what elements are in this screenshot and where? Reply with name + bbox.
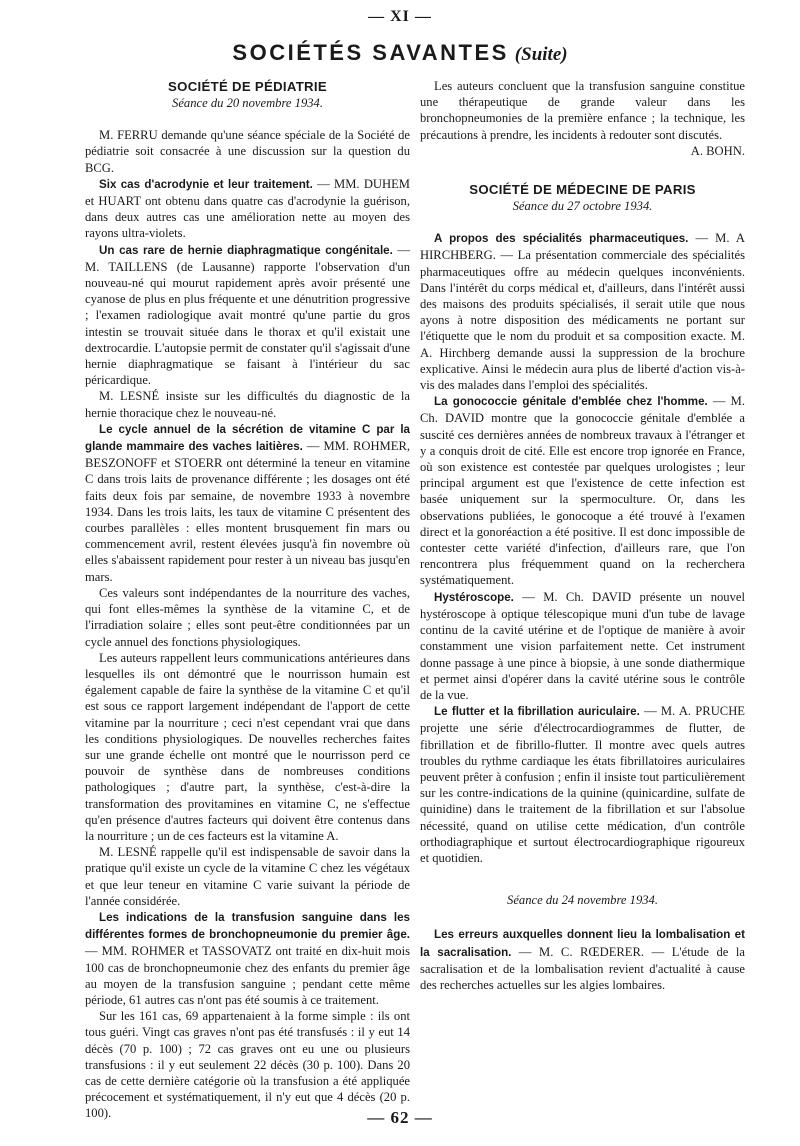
paragraph: M. LESNÉ rappelle qu'il est indispensable de savoir dans la pratique qu'il existe un cycle de la vitamine C chez les végétaux et que leur teneur en vitamine C varie suivant la période de l'année considérée. xyxy=(85,845,410,908)
paragraph-body: — M. Ch. DAVID montre que la gonococcie génitale d'emblée a suscité ces dernières années de nombreux travaux à l'étranger et y a conquis droit de cité. Elle est encore trop ignorée en France, où son existence est contestée par quelques urologistes ; leur principal argument est que l'existence de cette infection est basée uniquement sur la spermoculture. Or, dans les observations publiées, le gonocoque a été trouvé à l'examen direct et la gonoréaction a été positive. Il est donc impossible de contester cette variété d'infection, d'ailleurs rare, que l'on rencontrera plus fréquemment quand on la recherchera systématiquement. xyxy=(420,394,745,588)
paragraph-body: — M. TAILLENS (de Lausanne) rapporte l'observation d'un nouveau-né qui mourut rapidement après avoir présenté une cyanose de plus en plus fréquente et une dénutrition progressive ; l'examen radiologique avait montré qu'une partie du gros intestin se trouvait située dans le thorax et qu'il existait une dextrocardie. L'autopsie permit de constater qu'il s'agissait d'une hernie diaphragmatique se faisant à l'intérieur du sac péricardique. xyxy=(85,242,410,388)
paragraph xyxy=(420,393,745,588)
paragraph xyxy=(85,176,410,242)
signature-line xyxy=(420,143,745,159)
section-title-medecine: SOCIÉTÉ DE MÉDECINE DE PARIS xyxy=(469,182,696,198)
paragraph-heading: A propos des spécialités pharmaceutiques. xyxy=(434,232,689,246)
footer-page-number: — 62 — xyxy=(367,1108,433,1127)
paragraph xyxy=(420,703,745,866)
paragraph-heading: Le flutter et la fibrillation auriculaire. xyxy=(434,705,640,719)
right-column xyxy=(420,78,745,993)
signature: A. BOHN. xyxy=(690,143,745,158)
paragraph: Les auteurs rappellent leurs communications antérieures dans lesquelles ils ont démontré que le nourrisson humain est également capable de faire la synthèse de la vitamine C et qu'il est sous ce rapport largement indépendant de l'apport de cette vitamine par la nourriture ; ceci n'est cependant vrai que dans les conditions physiologiques. De nouvelles recherches faites sur une grande échelle ont montré que le nourrisson perd ce pouvoir de synthèse dans de nombreuses conditions pathologiques ; d'autre part, la synthèse, c'est-à-dire la transformation des provitamines en vitamine C, ne s'effectue qu'en présence d'autres facteurs qui doivent être contenus dans la nourriture ; un de ces facteurs est la vitamine A. xyxy=(85,650,410,843)
paragraph xyxy=(420,589,745,703)
paragraph xyxy=(85,242,410,389)
paragraph: Ces valeurs sont indépendantes de la nourriture des vaches, qui font elles-mêmes la synthèse de la vitamine C, et de l'irradiation solaire ; elles sont peut-être conditionnées par un cycle annuel des fonctions physiologiques. xyxy=(85,585,410,649)
paragraph: Les auteurs concluent que la transfusion sanguine constitue une thérapeutique de grande valeur dans les bronchopneumonies de la première enfance ; la technique, les précautions à prendre, les incidents à redouter sont discutés. xyxy=(420,79,745,142)
paragraph-body: — M. A. PRUCHE projette une série d'électrocardiogrammes de flutter, de fibrillation et de fibrillo-flutter. Il montre avec quels autres troubles du rythme cardiaque les états fibrillatoires auriculaires peuvent prêter à confusion ; enfin il insiste tout particulièrement sur les contre-indications de la quinine (quinicardine, sulfate de quinidine) dans le traitement de la fibrillation et sur l'absolue nécessité, quand on utilise cette médication, d'un contrôle orthodiagraphique et surtout électrocardiographique rigoureux et quotidien. xyxy=(420,704,745,865)
paragraph-heading: Les erreurs auxquelles donnent lieu la lombalisation et la sacralisation. xyxy=(420,928,745,959)
paragraph-heading: Le cycle annuel de la sécrétion de vitamine C par la glande mammaire des vaches laitières. xyxy=(85,422,410,454)
paragraph-heading: Six cas d'acrodynie et leur traitement. xyxy=(99,177,313,191)
paragraph xyxy=(420,230,745,393)
page-title xyxy=(0,40,800,66)
paragraph-heading: Les indications de la transfusion sanguine dans les différentes formes de bronchopneumonie du premier âge. xyxy=(85,910,410,942)
session-date: Séance du 24 novembre 1934. xyxy=(507,893,658,908)
paragraph-body: — M. C. RŒDERER. — L'étude de la sacralisation et de la lombalisation revient d'actualité à cause des recherches actuelles sur les algies lombaires. xyxy=(420,944,745,992)
paragraph: Sur les 161 cas, 69 appartenaient à la forme simple : ils ont tous guéri. Vingt cas graves n'ont pas été transfusés : il y eut 14 décès (70 p. 100) ; 72 cas graves ont eu une ou plusieurs transfusions : il y eut seulement 22 décès (30 p. 100). Dans 20 cas de cette dernière catégorie où la transfusion a été appliquée précocement et systématiquement, il n'y eut que 4 décès (20 p. 100). xyxy=(85,1009,410,1121)
paragraph: M. FERRU demande qu'une séance spéciale de la Société de pédiatrie soit consacrée à une discussion sur la question du BCG. xyxy=(85,128,410,175)
paragraph-body: — M. Ch. DAVID présente un nouvel hystéroscope à optique télescopique muni d'un tube de lavage continu de la cavité utérine et de l'optique de manière à avoir constamment une vision parfaitement nette. Cet instrument donne passage à une pince à biopsie, à une sonde diathermique et permet ainsi d'opérer dans la cavité utérine sous le contrôle de la vue. xyxy=(420,589,745,702)
paragraph-body: — MM. ROHMER, BESZONOFF et STOERR ont déterminé la teneur en vitamine C dans trois laits de provenance différente ; les dosages ont été faits deux fois par semaine, de novembre 1933 à novembre 1934. Dans les trois laits, les taux de vitamine C présentent des courbes parallèles : elles montent brusquement fin mars ou commencement avril, restent élevées jusqu'à fin novembre où elles s'abaissent rapidement pour rester à un niveau bas jusqu'en mars. xyxy=(85,439,410,584)
page-title-text: SOCIÉTÉS SAVANTES xyxy=(232,40,509,65)
page-title-suffix: (Suite) xyxy=(514,44,568,65)
paragraph-heading: Un cas rare de hernie diaphragmatique congénitale. xyxy=(99,243,393,257)
session-date: Séance du 27 octobre 1934. xyxy=(512,199,653,214)
session-date: Séance du 20 novembre 1934. xyxy=(172,96,323,110)
paragraph xyxy=(420,926,745,993)
left-column xyxy=(85,78,410,1122)
paragraph-body: — MM. DUHEM et HUART ont obtenu dans quatre cas d'acrodynie la guérison, dans deux autres cas une amélioration nette au moyen des rayons ultra-violets. xyxy=(85,176,410,241)
paragraph-heading: La gonococcie génitale d'emblée chez l'homme. xyxy=(434,395,708,409)
paragraph xyxy=(85,421,410,585)
section-title-pediatrie: SOCIÉTÉ DE PÉDIATRIE xyxy=(168,79,327,94)
paragraph-body: — MM. ROHMER et TASSOVATZ ont traité en dix-huit mois 100 cas de bronchopneumonie chez des enfants du premier âge au moyen de la transfusion sanguine ; pendant cette même période, 61 autres cas n'ont pas été soumis à ce traitement. xyxy=(85,944,410,1007)
paragraph-body: — M. A HIRCHBERG. — La présentation commerciale des spécialités pharmaceutiques offre au médecin quelques inconvénients. Dans l'intérêt du corps médical et, d'ailleurs, dans l'intérêt aussi des maisons des produits spécialisés, il serait utile que nous ayons à notre disposition des médicaments ne portant sur l'étiquette que le nom du produit et sa composition exacte. M. A. Hirchberg demande aussi la suppression de la brochure explicative. Ainsi le médecin aura plus de liberté d'action vis-à-vis des malades dans l'emploi des spécialités. xyxy=(420,231,745,393)
paragraph: M. LESNÉ insiste sur les difficultés du diagnostic de la hernie thoracique chez le nouveau-né. xyxy=(85,389,410,420)
paragraph-heading: Hystéroscope. xyxy=(434,590,514,604)
paragraph xyxy=(85,909,410,1008)
header-page-number: — XI — xyxy=(368,8,432,25)
